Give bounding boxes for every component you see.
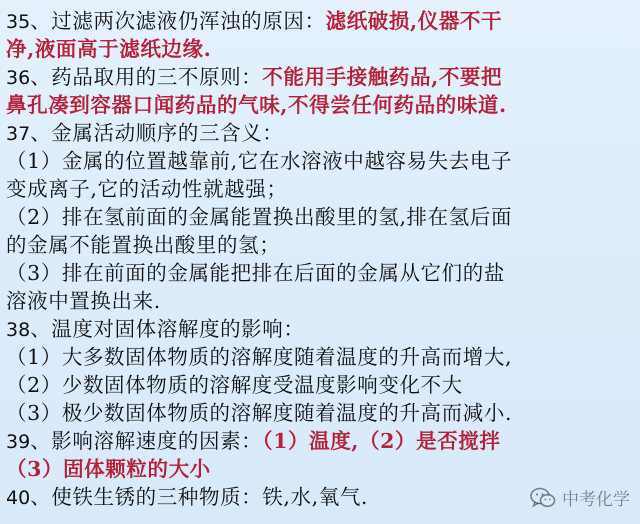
wechat-icon <box>530 487 556 509</box>
line-text: （1）金属的位置越靠前,它在水溶液中越容易失去电子 <box>6 149 513 173</box>
line-text: （3）排在前面的金属能把排在后面的金属从它们的盐 <box>6 261 505 285</box>
item-number: 40 <box>6 487 31 509</box>
line-text: 的金属不能置换出酸里的氢； <box>6 233 281 257</box>
highlight-text: 鼻孔凑到容器口闻药品的气味,不得尝任何药品的味道. <box>6 93 507 117</box>
line-text: （2）少数固体物质的溶解度受温度影响变化不大 <box>6 373 463 397</box>
text-line <box>6 456 634 483</box>
watermark-text: 中考化学 <box>562 490 630 510</box>
text-line <box>6 36 634 63</box>
line-text: 、影响溶解速度的因素： <box>30 429 263 453</box>
text-line <box>6 92 634 119</box>
text-line <box>6 176 634 203</box>
text-line <box>6 260 634 287</box>
line-text: 溶液中置换出来. <box>6 289 161 313</box>
line-text: （2）排在氢前面的金属能置换出酸里的氢,排在氢后面 <box>6 205 513 229</box>
item-number: 39 <box>6 431 31 453</box>
line-text: 、过滤两次滤液仍浑浊的原因： <box>30 9 326 33</box>
item-number: 35 <box>6 11 31 33</box>
text-line <box>6 64 634 91</box>
text-line <box>6 372 634 399</box>
line-text: 、药品取用的三不原则： <box>30 65 263 89</box>
highlight-text: 净,液面高于滤纸边缘. <box>6 37 212 61</box>
text-line <box>6 316 634 343</box>
text-line <box>6 344 634 371</box>
item-number: 38 <box>6 319 31 341</box>
text-line <box>6 8 634 35</box>
text-line <box>6 148 634 175</box>
line-text: （3）极少数固体物质的溶解度随着温度的升高而减小. <box>6 401 513 425</box>
text-line <box>6 428 634 455</box>
text-line <box>6 232 634 259</box>
watermark <box>530 485 630 510</box>
line-text: 、温度对固体溶解度的影响： <box>30 317 305 341</box>
highlight-text: （1）温度,（2）是否搅拌 <box>262 429 501 453</box>
text-line <box>6 400 634 427</box>
highlight-text: 不能用手接触药品,不要把 <box>262 65 503 89</box>
highlight-text: （3）固体颗粒的大小 <box>6 457 211 481</box>
text-line <box>6 204 634 231</box>
line-text: 变成离子,它的活动性就越强； <box>6 177 288 201</box>
line-text: 、使铁生锈的三种物质：铁,水,氧气. <box>30 485 369 509</box>
line-text: （1）大多数固体物质的溶解度随着温度的升高而增大, <box>6 345 513 369</box>
item-number: 36 <box>6 67 31 89</box>
text-line <box>6 120 634 147</box>
text-line <box>6 288 634 315</box>
line-text: 、金属活动顺序的三含义： <box>30 121 284 145</box>
highlight-text: 滤纸破损,仪器不干 <box>325 9 503 33</box>
item-number: 37 <box>6 123 31 145</box>
